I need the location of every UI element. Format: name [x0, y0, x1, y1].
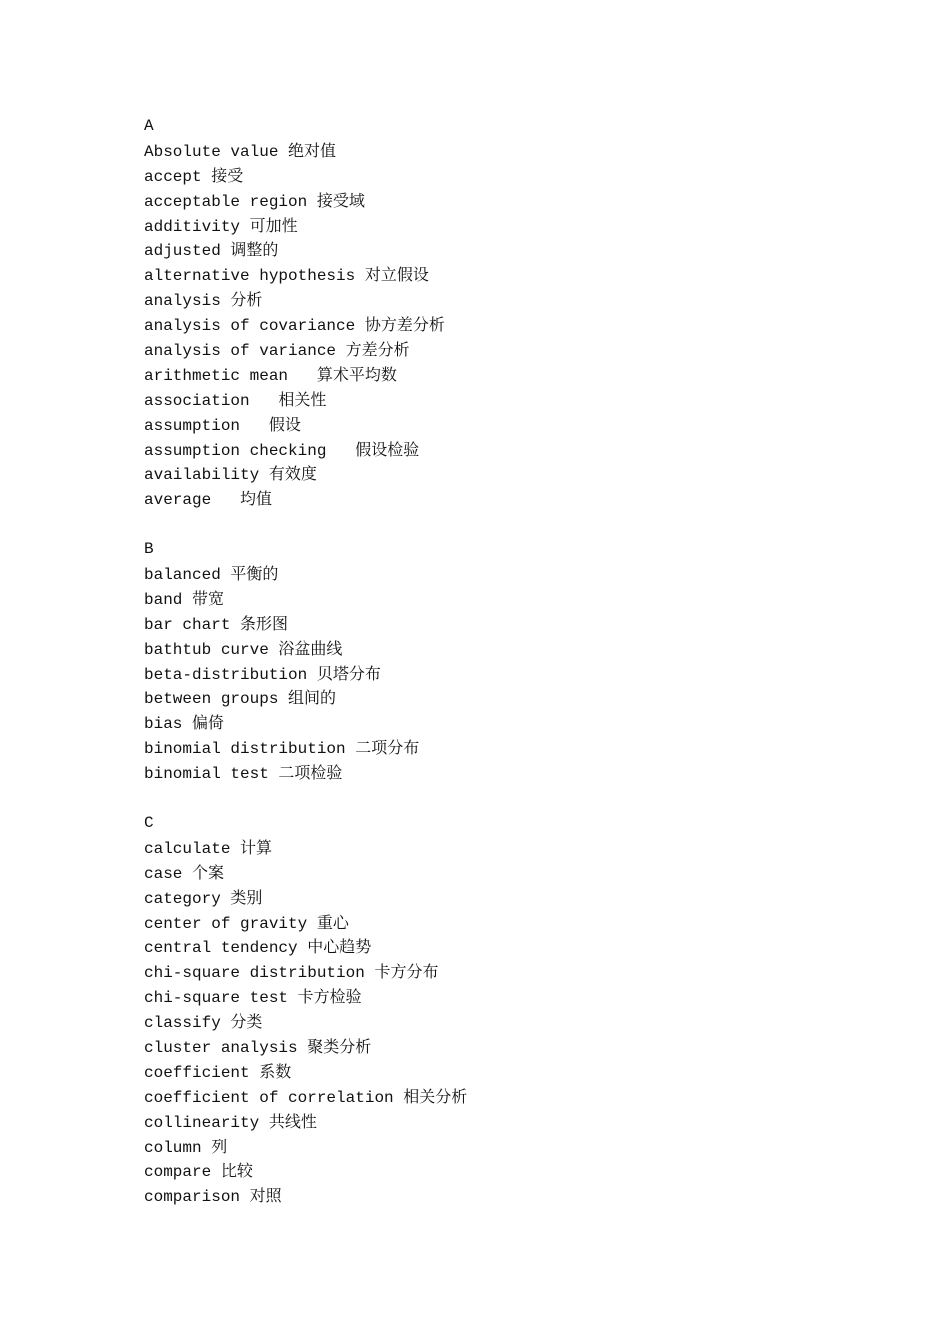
term-zh: 对照 — [249, 1186, 282, 1206]
term-en: collinearity — [144, 1113, 269, 1132]
section-letter: B — [144, 540, 154, 559]
term-zh: 相关分析 — [403, 1086, 468, 1106]
section-letter: C — [144, 813, 154, 832]
term-zh: 系数 — [259, 1061, 292, 1081]
list-item — [144, 388, 904, 413]
term-zh: 调整的 — [230, 240, 279, 260]
term-zh: 二项分布 — [355, 738, 420, 758]
term-zh: 条形图 — [240, 613, 289, 633]
section-spacer — [144, 786, 904, 811]
term-zh: 分类 — [230, 1012, 263, 1032]
term-zh: 绝对值 — [288, 140, 337, 160]
list-item — [144, 1184, 904, 1209]
term-zh: 中心趋势 — [307, 937, 372, 957]
term-en: coefficient of correlation — [144, 1088, 404, 1107]
list-item — [144, 985, 904, 1010]
section-a — [144, 114, 904, 512]
term-en: association — [144, 391, 279, 410]
list-item — [144, 1085, 904, 1110]
term-en: chi-square distribution — [144, 964, 375, 983]
term-en: analysis — [144, 292, 231, 311]
term-en: coefficient — [144, 1063, 260, 1082]
list-item — [144, 1010, 904, 1035]
term-en: analysis of variance — [144, 342, 346, 361]
term-en: calculate — [144, 839, 241, 858]
term-zh: 可加性 — [249, 215, 298, 235]
term-zh: 计算 — [240, 837, 273, 857]
list-item — [144, 935, 904, 960]
section-letter: A — [144, 117, 154, 135]
list-item — [144, 1060, 904, 1085]
list-item — [144, 711, 904, 736]
term-en: central tendency — [144, 939, 308, 958]
section-spacer — [144, 512, 904, 537]
term-zh: 均值 — [240, 489, 273, 509]
list-item — [144, 164, 904, 189]
list-item — [144, 1135, 904, 1160]
list-item — [144, 462, 904, 487]
list-item — [144, 338, 904, 363]
term-en: availability — [144, 466, 269, 485]
list-item — [144, 214, 904, 239]
list-item — [144, 413, 904, 438]
term-en: assumption — [144, 416, 269, 435]
term-en: assumption checking — [144, 441, 356, 460]
term-en: acceptable region — [144, 192, 317, 211]
list-item — [144, 363, 904, 388]
term-en: arithmetic mean — [144, 366, 317, 385]
section-b — [144, 537, 904, 786]
glossary-page — [144, 114, 904, 1209]
term-zh: 贝塔分布 — [316, 663, 381, 683]
term-en: bar chart — [144, 615, 241, 634]
list-item — [144, 288, 904, 313]
list-item — [144, 139, 904, 164]
term-en: case — [144, 864, 193, 883]
list-item — [144, 686, 904, 711]
term-zh: 算术平均数 — [316, 364, 397, 384]
list-item — [144, 189, 904, 214]
term-zh: 共线性 — [268, 1111, 317, 1131]
list-item — [144, 662, 904, 687]
list-item — [144, 263, 904, 288]
term-zh: 相关性 — [278, 389, 327, 409]
list-item — [144, 960, 904, 985]
term-zh: 协方差分析 — [364, 315, 445, 335]
term-en: binomial test — [144, 765, 279, 784]
list-item — [144, 587, 904, 612]
term-zh: 假设检验 — [355, 439, 420, 459]
term-en: binomial distribution — [144, 740, 356, 759]
term-zh: 偏倚 — [192, 713, 225, 733]
list-item — [144, 1159, 904, 1184]
term-en: Absolute value — [144, 142, 289, 161]
term-en: analysis of covariance — [144, 317, 365, 336]
list-item — [144, 487, 904, 512]
term-zh: 组间的 — [288, 688, 337, 708]
term-zh: 重心 — [316, 912, 349, 932]
list-item — [144, 438, 904, 463]
term-en: cluster analysis — [144, 1038, 308, 1057]
term-zh: 卡方检验 — [297, 987, 362, 1007]
term-zh: 假设 — [268, 414, 301, 434]
term-zh: 分析 — [230, 290, 263, 310]
term-zh: 个案 — [192, 862, 225, 882]
term-en: bias — [144, 715, 193, 734]
list-item — [144, 761, 904, 786]
term-zh: 带宽 — [192, 588, 225, 608]
list-item — [144, 612, 904, 637]
term-zh: 卡方分布 — [374, 962, 439, 982]
term-en: category — [144, 889, 231, 908]
term-en: column — [144, 1138, 212, 1157]
term-en: chi-square test — [144, 989, 298, 1008]
term-zh: 比较 — [220, 1161, 253, 1181]
list-item — [144, 1035, 904, 1060]
list-item — [144, 861, 904, 886]
term-en: center of gravity — [144, 914, 317, 933]
term-en: between groups — [144, 690, 289, 709]
term-zh: 列 — [211, 1136, 228, 1156]
term-en: compare — [144, 1163, 221, 1182]
term-en: bathtub curve — [144, 640, 279, 659]
term-zh: 对立假设 — [364, 265, 429, 285]
term-zh: 接受域 — [316, 190, 365, 210]
term-zh: 二项检验 — [278, 763, 343, 783]
term-en: balanced — [144, 566, 231, 585]
list-item — [144, 238, 904, 263]
list-item — [144, 911, 904, 936]
term-en: alternative hypothesis — [144, 267, 365, 286]
term-zh: 接受 — [211, 165, 244, 185]
term-en: beta-distribution — [144, 665, 317, 684]
term-zh: 类别 — [230, 887, 263, 907]
term-en: classify — [144, 1014, 231, 1033]
term-zh: 方差分析 — [345, 340, 410, 360]
list-item — [144, 886, 904, 911]
section-c — [144, 811, 904, 1209]
term-en: comparison — [144, 1188, 250, 1207]
term-en: adjusted — [144, 242, 231, 261]
list-item — [144, 1110, 904, 1135]
list-item — [144, 313, 904, 338]
term-zh: 浴盆曲线 — [278, 638, 343, 658]
term-en: band — [144, 590, 193, 609]
list-item — [144, 736, 904, 761]
list-item — [144, 836, 904, 861]
term-en: additivity — [144, 217, 250, 236]
list-item — [144, 637, 904, 662]
term-zh: 有效度 — [268, 464, 317, 484]
term-zh: 平衡的 — [230, 564, 279, 584]
term-zh: 聚类分析 — [307, 1036, 372, 1056]
term-en: accept — [144, 167, 212, 186]
term-en: average — [144, 491, 241, 510]
list-item — [144, 562, 904, 587]
